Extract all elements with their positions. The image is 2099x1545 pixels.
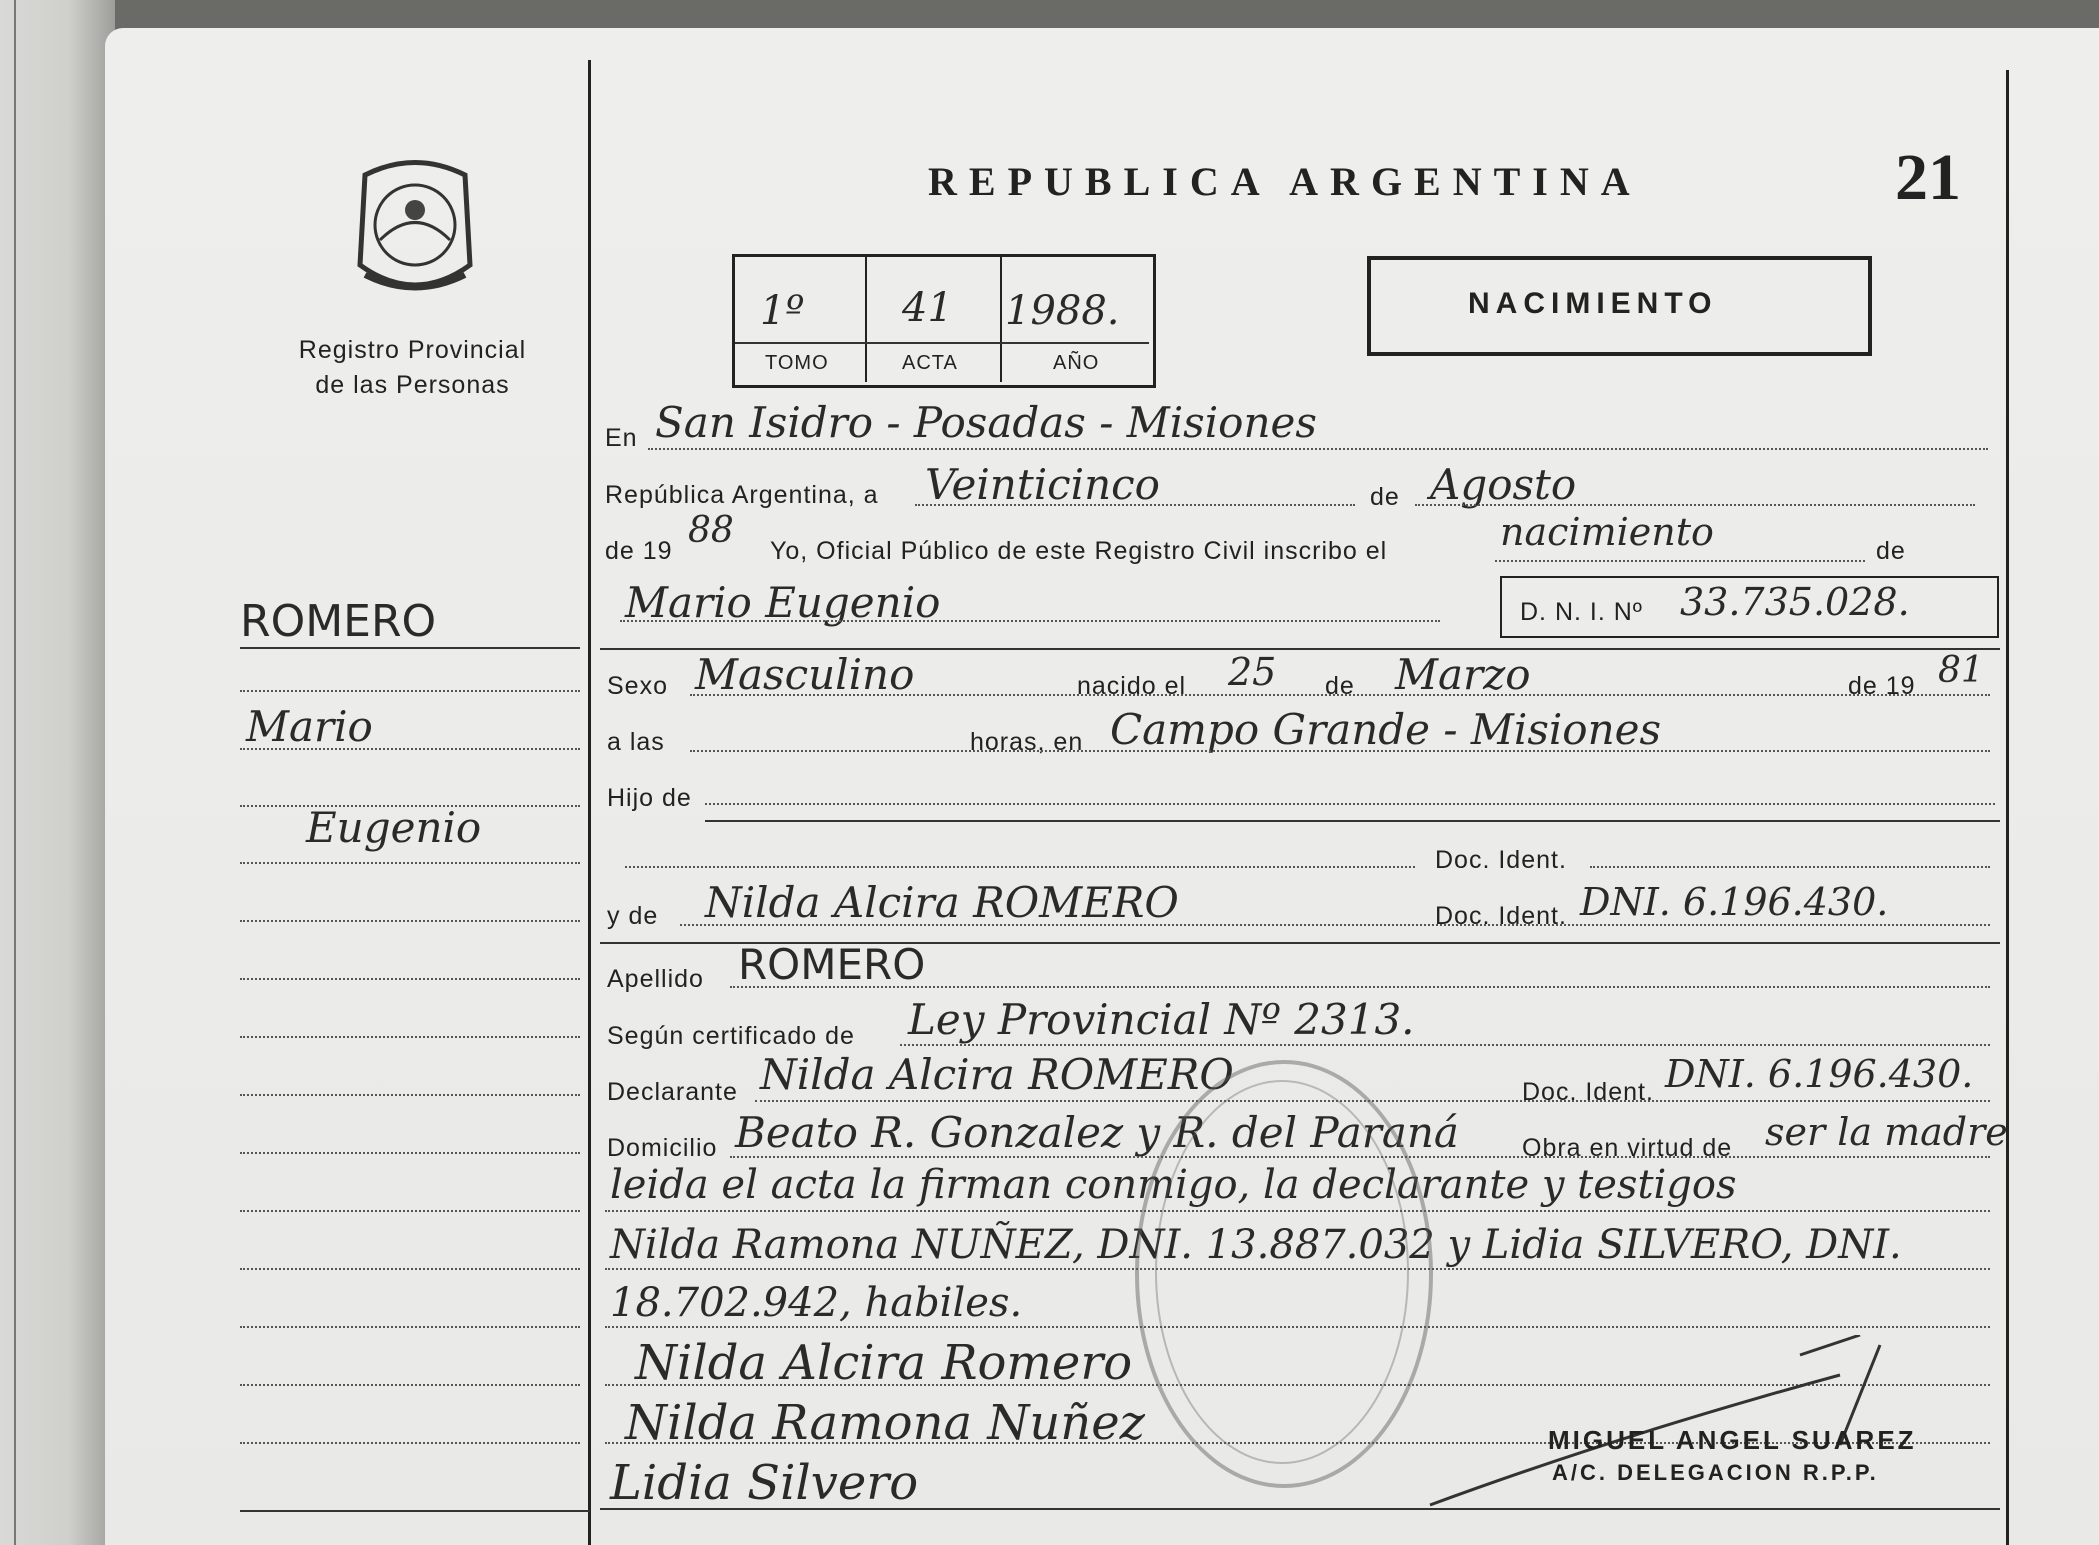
label-doc-1: Doc. Ident. [1435,846,1567,874]
signature-declarant: Nilda Alcira Romero [635,1335,1133,1391]
certificate-value: Ley Provincial Nº 2313. [908,995,1415,1044]
label-de19: de 19 [605,537,673,565]
officer-role: A/C. DELEGACION R.P.P. [1552,1460,1879,1485]
margin-surname: ROMERO [240,596,437,647]
sex-value: Masculino [695,650,915,699]
child-name-value: Mario Eugenio [625,578,941,627]
address-value: Beato R. Gonzalez y R. del Paraná [735,1108,1459,1157]
mother-value: Nilda Alcira ROMERO [705,878,1179,927]
book-spine [0,0,115,1545]
year-value: 88 [688,510,734,551]
label-dni: D. N. I. Nº [1520,598,1643,626]
label-de-19: de 19 [1848,672,1916,700]
label-yde: y de [607,902,659,930]
label-en: En [605,424,638,452]
signature-witness-1: Nilda Ramona Nuñez [625,1395,1145,1451]
label-republica: República Argentina, a [605,481,879,509]
label-horas: horas, en [970,728,1084,756]
label-declarante: Declarante [607,1078,738,1106]
label-sexo: Sexo [607,672,668,700]
acta-label: ACTA [902,352,958,374]
declarant-value: Nilda Alcira ROMERO [760,1050,1234,1099]
label-doc-3: Doc. Ident. [1522,1078,1654,1106]
birth-month-value: Marzo [1395,650,1531,699]
official-stamp-inner [1155,1080,1409,1464]
document-title: REPUBLICA ARGENTINA [928,159,1642,204]
dni-value: 33.735.028. [1680,580,1910,624]
act-value: nacimiento [1500,510,1714,554]
officer-name: MIGUEL ANGEL SUAREZ [1548,1425,1917,1455]
label-de-2: de [1876,537,1906,565]
declarant-doc-value: DNI. 6.196.430. [1665,1052,1974,1096]
page-number: 21 [1895,141,1961,214]
label-nacido: nacido el [1077,672,1187,700]
label-de: de [1370,483,1400,511]
record-type: NACIMIENTO [1468,287,1718,320]
label-apellido: Apellido [607,965,704,993]
label-domicilio: Domicilio [607,1134,718,1162]
mother-doc-value: DNI. 6.196.430. [1580,880,1889,924]
label-obra: Obra en virtud de [1522,1134,1733,1162]
margin-name2: Eugenio [306,803,482,852]
label-hijo: Hijo de [607,784,692,812]
surname-value: ROMERO [738,940,926,989]
month-value: Agosto [1430,460,1577,509]
text-line-3: 18.702.942, habiles. [610,1280,1023,1326]
registry-line1: Registro Provincial [298,336,527,364]
label-yo: Yo, Oficial Público de este Registro Civil inscribo el [770,537,1388,565]
registry-line2: de las Personas [315,371,510,399]
place-value: San Isidro - Posadas - Misiones [655,398,1317,447]
margin-name1: Mario [246,702,373,751]
birth-day-value: 25 [1228,650,1277,694]
by-virtue-value: ser la madre [1765,1110,2008,1154]
text-line-2: Nilda Ramona NUÑEZ, DNI. 13.887.032 y Lidia SILVERO, DNI. [610,1222,1902,1268]
margin-divider [588,60,591,1545]
day-value: Veinticinco [925,460,1160,509]
anio-label: AÑO [1053,352,1100,374]
right-border [2006,70,2009,1545]
label-alas: a las [607,728,665,756]
text-line-1: leida el acta la firman conmigo, la declarante y testigos [610,1162,1737,1208]
anio-value: 1988. [1005,288,1120,334]
birthplace-value: Campo Grande - Misiones [1110,705,1662,754]
acta-value: 41 [902,285,953,331]
signature-witness-2: Lidia Silvero [610,1455,919,1511]
label-de-3: de [1325,672,1355,700]
label-segun: Según certificado de [607,1022,855,1050]
birth-year-value: 81 [1938,650,1984,691]
tomo-value: 1º [760,288,805,334]
registry-name [270,333,555,403]
tomo-label: TOMO [765,352,829,374]
label-doc-2: Doc. Ident. [1435,902,1567,930]
seal-icon [345,155,485,305]
